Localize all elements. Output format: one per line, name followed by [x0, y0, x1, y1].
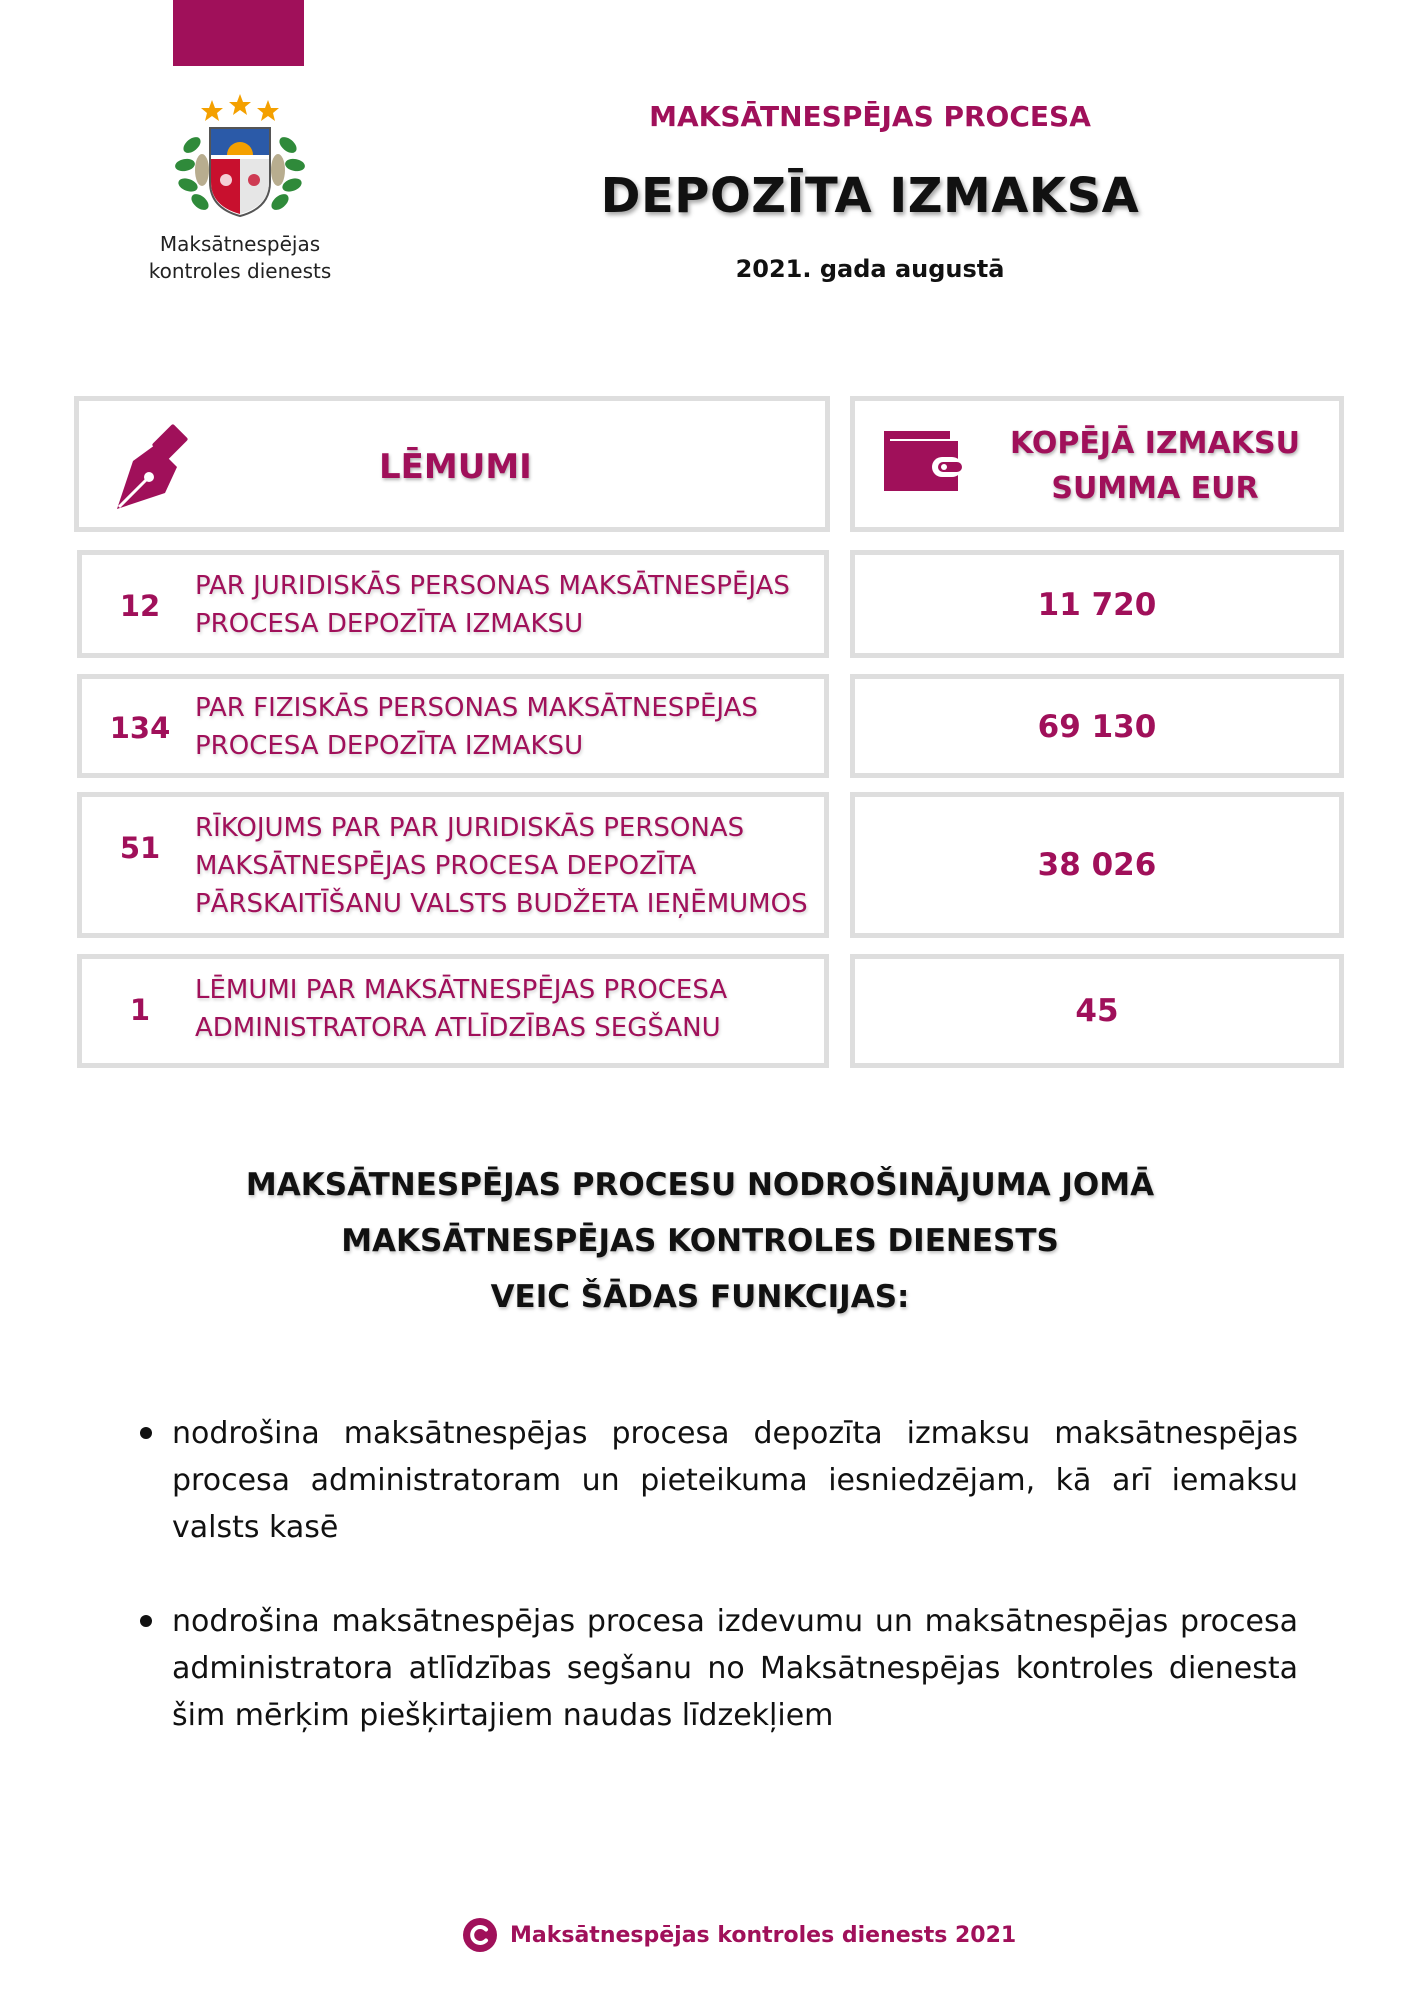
- organization-logo: [140, 90, 340, 300]
- decision-description: PAR FIZISKĀS PERSONAS MAKSĀTNESPĒJAS PROCESA DEPOZĪTA IZMAKSU: [195, 693, 758, 761]
- decision-count: 134: [109, 711, 171, 745]
- copyright-icon: [462, 1917, 498, 1953]
- wallet-icon: [880, 427, 962, 495]
- payout-amount: 69 130: [1037, 709, 1157, 745]
- bullet-icon: [140, 1615, 152, 1627]
- table-row: [77, 792, 829, 938]
- table-row-amount: [850, 792, 1344, 938]
- list-item: nodrošina maksātnespējas procesa depozīta izmaksu maksātnespējas procesa administratoram un pieteikuma iesniedzējam, kā arī iemaksu valsts kasē: [140, 1410, 1298, 1551]
- top-accent-tab: [173, 0, 304, 66]
- decision-count: 1: [129, 993, 151, 1027]
- payout-amount: 38 026: [1037, 847, 1157, 883]
- table-row-amount: [850, 550, 1344, 658]
- page-subtitle: MAKSĀTNESPĒJAS PROCESA: [649, 100, 1091, 133]
- table-row: [77, 954, 829, 1068]
- decision-count: 12: [119, 589, 161, 623]
- coat-of-arms-icon: [170, 90, 310, 225]
- bullet-icon: [140, 1427, 152, 1439]
- decision-count: 51: [119, 831, 161, 865]
- fountain-pen-icon: [109, 423, 199, 513]
- decision-description: LĒMUMI PAR MAKSĀTNESPĒJAS PROCESA ADMINISTRATORA ATLĪDZĪBAS SEGŠANU: [195, 975, 728, 1043]
- organization-name-line1: Maksātnespējas: [159, 232, 321, 256]
- functions-heading: MAKSĀTNESPĒJAS PROCESU NODROŠINĀJUMA JOMĀ MAKSĀTNESPĒJAS KONTROLES DIENESTS VEIC ŠĀDAS FUNKCIJAS:: [245, 1167, 1155, 1315]
- table-row-amount: [850, 954, 1344, 1068]
- table-row: [77, 674, 829, 778]
- decision-description: RĪKOJUMS PAR PAR JURIDISKĀS PERSONAS MAKSĀTNESPĒJAS PROCESA DEPOZĪTA PĀRSKAITĪŠANU VALSTS BUDŽETA IEŅĒMUMOS: [195, 813, 808, 919]
- decision-description: PAR JURIDISKĀS PERSONAS MAKSĀTNESPĒJAS PROCESA DEPOZĪTA IZMAKSU: [195, 571, 790, 639]
- list-item: nodrošina maksātnespējas procesa izdevumu un maksātnespējas procesa administratora atlīdzības segšanu no Maksātnespējas kontroles dienesta šim mērķim piešķirtajiem naudas līdzekļiem: [140, 1598, 1298, 1739]
- total-amount-header: [850, 396, 1344, 532]
- total-amount-header-line2: SUMMA EUR: [1051, 471, 1259, 506]
- decisions-header: [74, 396, 830, 532]
- footer-copyright-text: Maksātnespējas kontroles dienests 2021: [510, 1922, 1017, 1948]
- footer: [462, 1915, 1016, 1955]
- functions-list: [140, 1410, 1298, 1786]
- table-row: [77, 550, 829, 658]
- payout-amount: 45: [1075, 993, 1119, 1029]
- table-row-amount: [850, 674, 1344, 778]
- organization-name-line2: kontroles dienests: [148, 259, 332, 283]
- decisions-header-label: LĒMUMI: [379, 447, 532, 487]
- payout-amount: 11 720: [1037, 587, 1157, 623]
- page-title: DEPOZĪTA IZMAKSA: [600, 168, 1140, 224]
- total-amount-header-line1: KOPĒJĀ IZMAKSU: [1010, 426, 1300, 461]
- report-date: 2021. gada augustā: [735, 255, 1005, 283]
